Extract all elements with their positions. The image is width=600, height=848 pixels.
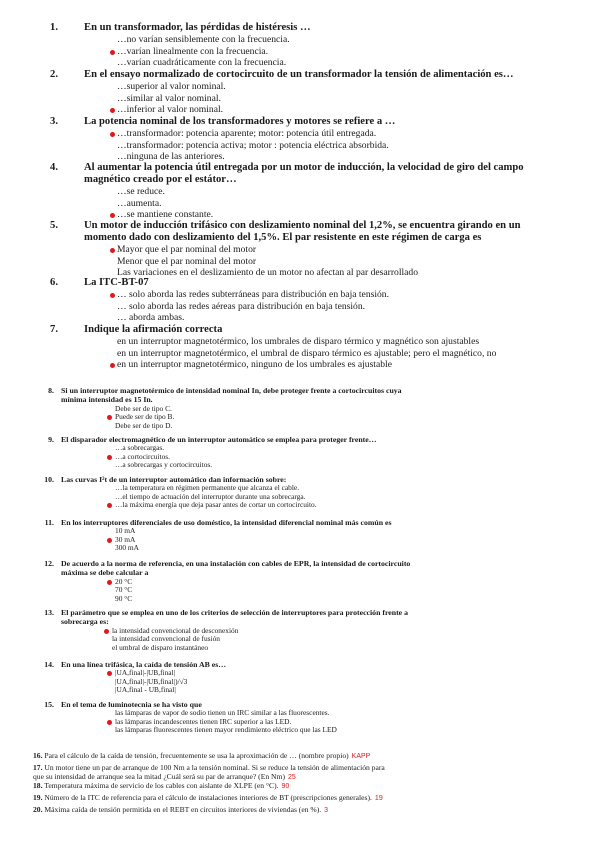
selected-answer-marker-icon — [110, 108, 115, 113]
option-text: …similar al valor nominal. — [117, 92, 221, 104]
answer-option — [0, 198, 600, 210]
answer-option — [0, 57, 600, 69]
question-text: De acuerdo a la norma de referencia, en una instalación con cables de EPR, la intensidad de cortocircuito — [61, 559, 411, 568]
question-number: 3. — [50, 116, 58, 127]
option-text: la intensidad convencional de fusión — [112, 634, 220, 644]
short-answer-line — [33, 763, 385, 772]
answer-option — [0, 81, 600, 93]
question-number: 5. — [50, 220, 58, 231]
option-text: Puede ser de tipo B. — [115, 412, 175, 422]
answer-option — [0, 635, 600, 643]
selected-answer-marker-icon — [107, 503, 112, 508]
selected-answer-marker-icon — [110, 50, 115, 55]
question-number: 9. — [48, 435, 54, 444]
handwritten-answer: 3 — [324, 807, 329, 814]
option-text: …transformador: potencia activa; motor : potencia eléctrica absorbida. — [117, 139, 389, 151]
answer-option — [0, 46, 600, 58]
question-text: Indique la afirmación correcta — [84, 324, 223, 335]
option-text: |UA,final - UB,final| — [115, 685, 176, 695]
answer-option — [0, 93, 600, 105]
question-text: En una línea trifásica, la caída de tensión AB es… — [61, 660, 227, 669]
question-stem — [0, 559, 600, 568]
question-8 — [0, 386, 600, 430]
option-text: …la máxima energía que deja pasar antes de cortar un cortocircuito. — [115, 500, 317, 510]
answer-option — [0, 244, 600, 256]
question-text: La ITC-BT-07 — [84, 277, 149, 288]
question-stem — [0, 162, 600, 174]
option-text: …a sobrecargas y cortocircuitos. — [115, 460, 213, 470]
option-text: las lámparas incandescentes tienen IRC superior a las LED. — [115, 716, 292, 726]
short-answer-question-16 — [33, 751, 370, 761]
question-number: 12. — [44, 559, 54, 568]
option-text: … solo aborda las redes aéreas para distribución en baja tensión. — [117, 300, 366, 312]
answer-option — [0, 595, 600, 603]
handwritten-answer: KAPP — [351, 753, 371, 760]
question-number: 14. — [44, 660, 54, 669]
question-3 — [0, 116, 600, 163]
answer-option — [0, 686, 600, 694]
question-text: El parámetro que se emplea en uno de los criterios de selección de interruptores para protección frente a — [61, 608, 408, 617]
answer-option — [0, 501, 600, 509]
option-text: …inferior al valor nominal. — [117, 104, 224, 116]
question-stem-continued — [0, 395, 600, 404]
option-text: Menor que el par nominal del motor — [117, 255, 257, 267]
question-number: 15. — [44, 700, 54, 709]
question-text: momento dado con deslizamiento del 1,5%. El par resistente en este régimen de carga es — [84, 232, 482, 244]
question-text: máxima se debe calcular a — [61, 568, 149, 578]
answer-option — [0, 536, 600, 544]
answer-option — [0, 578, 600, 586]
answer-option — [0, 678, 600, 686]
question-text: En un transformador, las pérdidas de histéresis … — [84, 22, 311, 33]
question-text: Número de la ITC de referencia para el cálculo de instalaciones interiores de BT (prescripciones generales). — [44, 793, 372, 802]
selected-answer-marker-icon — [107, 671, 112, 676]
short-answer-line — [33, 805, 328, 815]
answer-option — [0, 104, 600, 116]
option-text: …varían cuadráticamente con la frecuencia. — [117, 57, 287, 69]
short-answer-question-20 — [33, 805, 328, 815]
option-text: …a cortocircuitos. — [115, 451, 171, 461]
question-2 — [0, 69, 600, 116]
option-text: …la temperatura en régimen permanente que alcanza el cable. — [115, 483, 300, 493]
option-text: las lámparas fluorescentes tienen mayor rendimiento eléctrico que las LED — [115, 725, 337, 735]
question-text: Las curvas I²t de un interruptor automático dan información sobre: — [61, 475, 287, 484]
selected-answer-marker-icon — [110, 248, 115, 253]
option-text: …transformador: potencia aparente; motor: potencia útil entregada. — [117, 128, 377, 140]
option-text: …superior al valor nominal. — [117, 81, 226, 93]
selected-answer-marker-icon — [110, 132, 115, 137]
question-number: 18. — [33, 781, 43, 790]
answer-option — [0, 289, 600, 301]
question-stem-continued — [0, 568, 600, 577]
answer-option — [0, 709, 600, 717]
option-text: |UA,final|-|UB,final| — [115, 668, 176, 678]
question-stem — [0, 518, 600, 527]
option-text: …a sobrecargas. — [115, 443, 165, 453]
option-text: |UA,final|-|UB,final|)/√3 — [115, 676, 188, 686]
answer-option — [0, 312, 600, 324]
question-text: Un motor tiene un par de arranque de 100 Nm a la tensión nominal. Si se reduce la tensión de alimentación para — [44, 763, 385, 772]
answer-option — [0, 527, 600, 535]
selected-answer-marker-icon — [110, 213, 115, 218]
question-text: En el tema de luminotecnia se ha visto que — [61, 700, 202, 709]
question-number: 7. — [50, 324, 58, 335]
question-stem — [0, 116, 600, 128]
handwritten-answer: 19 — [374, 795, 383, 802]
option-text: … solo aborda las redes subterráneas para distribución en baja tensión. — [117, 289, 390, 301]
option-text: …ninguna de las anteriores. — [117, 151, 225, 163]
question-number: 11. — [44, 518, 54, 527]
option-text: Las variaciones en el deslizamiento de un motor no afectan al par desarrollado — [117, 267, 419, 279]
answer-option — [0, 422, 600, 430]
answer-option — [0, 405, 600, 413]
answer-option — [0, 34, 600, 46]
answer-option — [0, 128, 600, 140]
answer-option — [0, 336, 600, 348]
option-text: en un interruptor magnetotérmico, ninguno de los umbrales es ajustable — [117, 359, 392, 371]
short-answer-line — [33, 781, 289, 791]
question-number: 1. — [50, 22, 58, 33]
short-answer-question-18 — [33, 781, 289, 791]
question-text: que su intensidad de arranque sea la mitad ¿Cuál será su par de arranque? (En Nm) — [33, 772, 285, 781]
question-text: La potencia nominal de los transformadores y motores se refiere a … — [84, 116, 396, 127]
question-14 — [0, 660, 600, 695]
question-stem — [0, 608, 600, 617]
selected-answer-marker-icon — [110, 363, 115, 368]
question-4 — [0, 162, 600, 221]
question-1 — [0, 22, 600, 69]
question-10 — [0, 475, 600, 510]
question-text: En los interruptores diferenciales de uso doméstico, la intensidad diferencial nominal más común es — [61, 518, 392, 527]
question-stem — [0, 69, 600, 81]
selected-answer-marker-icon — [107, 455, 112, 460]
handwritten-answer: 25 — [287, 774, 296, 781]
question-7 — [0, 324, 600, 371]
question-stem — [0, 22, 600, 34]
answer-option — [0, 669, 600, 677]
option-text: 300 mA — [115, 543, 140, 553]
question-number: 8. — [48, 386, 54, 395]
short-answer-question-19 — [33, 793, 383, 803]
question-number: 4. — [50, 162, 58, 173]
question-number: 6. — [50, 277, 58, 288]
question-number: 13. — [44, 608, 54, 617]
answer-option — [0, 186, 600, 198]
short-answer-question-17 — [33, 763, 385, 782]
question-number: 2. — [50, 69, 58, 80]
question-15 — [0, 700, 600, 735]
option-text: Debe ser de tipo C. — [115, 403, 172, 413]
question-text: Un motor de inducción trifásico con deslizamiento nominal del 1,2%, se encuentra girando en un — [84, 220, 521, 231]
question-stem — [0, 435, 600, 444]
answer-option — [0, 413, 600, 421]
answer-option — [0, 301, 600, 313]
question-number: 19. — [33, 793, 43, 802]
question-text: Al aumentar la potencia útil entregada por un motor de inducción, la velocidad de giro del campo — [84, 162, 524, 173]
option-text: …no varían sensiblemente con la frecuencia. — [117, 34, 290, 46]
question-text: El disparador electromagnético de un interruptor automático se emplea para proteger frente… — [61, 435, 377, 444]
question-stem — [0, 324, 600, 336]
question-text: En el ensayo normalizado de cortocircuito de un transformador la tensión de alimentación es… — [84, 69, 514, 80]
question-9 — [0, 435, 600, 470]
question-text: Máxima caída de tensión permitida en el REBT en circuitos interiores de viviendas (en %). — [44, 805, 322, 814]
selected-answer-marker-icon — [104, 629, 109, 634]
question-number: 10. — [44, 475, 54, 484]
option-text: la intensidad convencional de desconexión — [112, 625, 239, 635]
question-text: Temperatura máxima de servicio de los cables con aislante de XLPE (en °C). — [44, 781, 279, 790]
option-text: …el tiempo de actuación del interruptor durante una sobrecarga. — [115, 491, 306, 501]
selected-answer-marker-icon — [110, 293, 115, 298]
option-text: …varían linealmente con la frecuencia. — [117, 45, 269, 57]
answer-option — [0, 586, 600, 594]
question-text: magnético creado por el estátor… — [84, 174, 237, 186]
short-answer-line — [33, 793, 383, 803]
option-text: 30 mA — [115, 534, 136, 544]
question-stem — [0, 277, 600, 289]
question-11 — [0, 518, 600, 553]
answer-option — [0, 151, 600, 163]
question-text: mínima intensidad es 15 In. — [61, 395, 153, 405]
question-text: Para el cálculo de la caída de tensión, frecuentemente se usa la aproximación de … (nombre propio) — [44, 751, 349, 760]
answer-option — [0, 256, 600, 268]
answer-option — [0, 544, 600, 552]
question-stem — [0, 475, 600, 484]
answer-option — [0, 140, 600, 152]
question-stem-continued — [0, 617, 600, 626]
question-stem — [0, 386, 600, 395]
selected-answer-marker-icon — [107, 720, 112, 725]
question-stem — [0, 220, 600, 232]
option-text: el umbral de disparo instantáneo — [112, 642, 209, 652]
option-text: …aumenta. — [117, 197, 162, 209]
question-stem-continued — [0, 232, 600, 244]
question-number: 17. — [33, 763, 43, 772]
question-stem — [0, 660, 600, 669]
question-stem-continued — [0, 174, 600, 186]
question-number: 16. — [33, 751, 43, 760]
answer-option — [0, 359, 600, 371]
handwritten-answer: 90 — [281, 783, 290, 790]
option-text: las lámparas de vapor de sodio tienen un IRC similar a las fluorescentes. — [115, 708, 330, 718]
option-text: … aborda ambas. — [117, 312, 185, 324]
option-text: Mayor que el par nominal del motor — [117, 244, 257, 256]
option-text: 90 °C — [115, 593, 133, 603]
option-text: 10 mA — [115, 526, 136, 536]
question-6 — [0, 277, 600, 324]
answer-option — [0, 726, 600, 734]
answer-option — [0, 644, 600, 652]
option-text: 70 °C — [115, 585, 133, 595]
option-text: 20 °C — [115, 576, 133, 586]
question-13 — [0, 608, 600, 652]
option-text: …se mantiene constante. — [117, 209, 214, 221]
question-number: 20. — [33, 805, 43, 814]
selected-answer-marker-icon — [107, 415, 112, 420]
answer-option — [0, 444, 600, 452]
question-text: Si un interruptor magnetotérmico de intensidad nominal In, debe proteger frente a cortocircuitos cuya — [61, 386, 402, 395]
selected-answer-marker-icon — [107, 538, 112, 543]
option-text: Debe ser de tipo D. — [115, 420, 173, 430]
question-12 — [0, 559, 600, 603]
question-text: sobrecarga es: — [61, 617, 109, 627]
question-5 — [0, 220, 600, 279]
answer-option — [0, 348, 600, 360]
option-text: en un interruptor magnetotérmico, los umbrales de disparo térmico y magnético son ajustables — [117, 336, 480, 348]
answer-option — [0, 453, 600, 461]
option-text: …se reduce. — [117, 186, 165, 198]
answer-option — [0, 627, 600, 635]
option-text: en un interruptor magnetotérmico, el umbral de disparo térmico es ajustable; pero el magnético, no — [117, 347, 497, 359]
short-answer-line — [33, 751, 370, 761]
answer-option — [0, 461, 600, 469]
selected-answer-marker-icon — [107, 580, 112, 585]
